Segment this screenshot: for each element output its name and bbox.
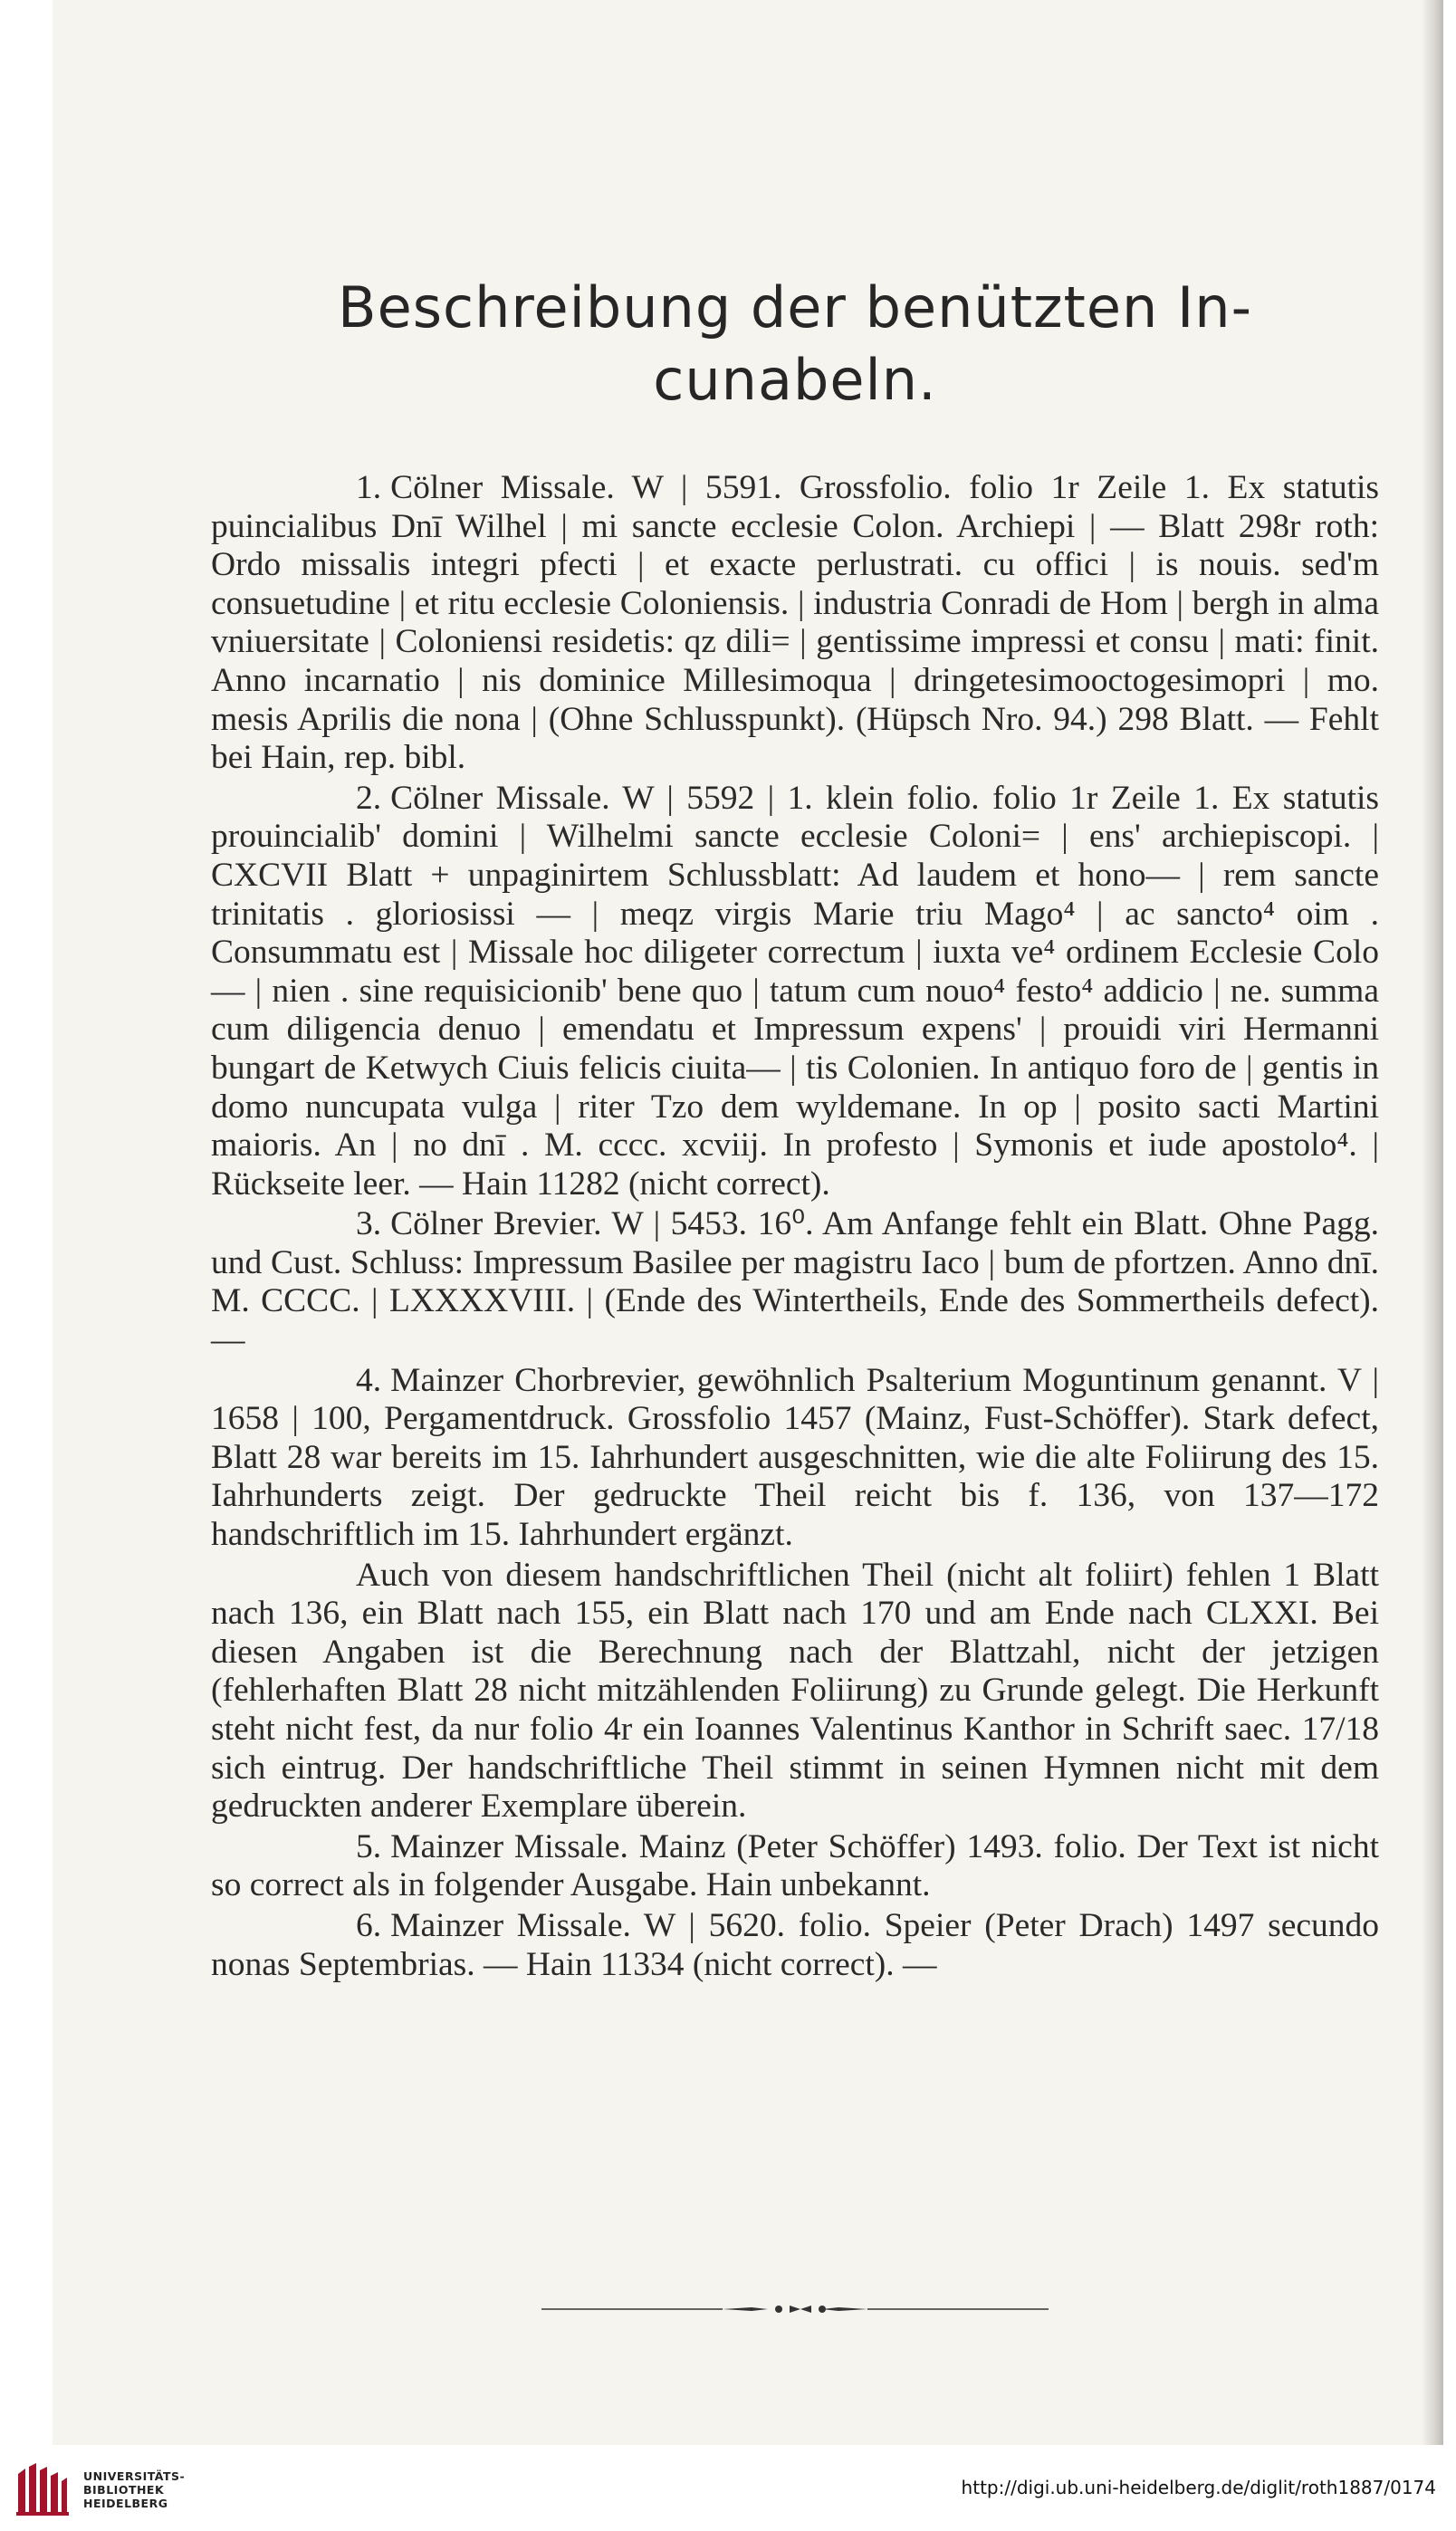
ornament-divider-icon <box>541 2304 1049 2315</box>
entry-number: 5. <box>356 1827 382 1865</box>
page-edge-shadow <box>1422 0 1443 2445</box>
entry-number: 1. <box>356 469 382 506</box>
entry-text: Mainzer Missale. W | 5620. folio. Speier (Peter Drach) 1497 secundo nonas Septembrias. — Hain 11334 (nicht correct). — <box>211 1906 1379 1983</box>
institution-line: UNIVERSITÄTS- <box>83 2469 186 2483</box>
entry-text: Cölner Missale. W | 5592 | 1. klein folio. folio 1r Zeile 1. Ex statutis prouincialib' domini | Wilhelmi sancte ecclesie Coloni= | ens' archiepiscopi. | CXCVII Blatt + unpaginirtem Schlussblatt: Ad laudem et hono— | rem sancte trinitatis . gloriosissi — | meqz virgis Marie triu Mago⁴ | ac sancto⁴ oim . Consummatu est | Missale hoc diligeter correctum | iuxta ve⁴ ordinem Ecclesie Colo— | nien . sine requisicionib' bene quo | tatum cum nouo⁴ festo⁴ addicio | ne. summa cum diligencia denuo | emendatu et Impressum expens' | prouidi viri Hermanni bungart de Ketwych Ciuis felicis ciuita— | tis Colonien. In antiquo foro de | gentis in domo nuncupata vulga | riter Tzo dem wyldemane. In op | posito sacti Martini maioris. An | no dnī . M. cccc. xcviij. In profesto | Symonis et iude apostolo⁴. | Rückseite leer. — Hain 11282 (nicht correct). <box>211 779 1379 1203</box>
entry-text: Mainzer Missale. Mainz (Peter Schöffer) 1493. folio. Der Text ist nicht so correct als in folgender Ausgabe. Hain unbekannt. <box>211 1827 1379 1904</box>
bibliography-entry <box>211 1828 1379 1905</box>
bibliography-entry <box>211 1907 1379 1984</box>
bibliography-entry <box>211 1557 1379 1826</box>
entry-number: 6. <box>356 1906 382 1944</box>
entry-number: 3. <box>356 1205 382 1243</box>
bibliography-entry <box>211 1205 1379 1359</box>
institution-name <box>83 2469 185 2510</box>
entries-list <box>211 469 1379 1984</box>
entry-text: Mainzer Chorbrevier, gewöhnlich Psalterium Moguntinum genannt. V | 1658 | 100, Pergamentdruck. Grossfolio 1457 (Mainz, Fust-Schöffer). Stark defect, Blatt 28 war bereits im 15. Iahrhundert ausgeschnitten, wie die alte Foliirung des 15. Iahrhunderts zeigt. Der gedruckte Theil reicht bis f. 136, von 137—172 handschriftlich im 15. Iahrhundert ergänzt. <box>211 1361 1379 1554</box>
bibliography-entry <box>211 469 1379 778</box>
entry-text: Cölner Missale. W | 5591. Grossfolio. folio 1r Zeile 1. Ex statutis puincialibus Dnī Wilhel | mi sancte ecclesie Colon. Archiepi | — Blatt 298r roth: Ordo missalis integri pfecti | et exacte perlustrati. cu offici | is nouis. sed'm consuetudine | et ritu ecclesie Coloniensis. | industria Conradi de Hom | bergh in alma vniuersitate | Coloniensi residetis: qz dili= | gentissime impressi et consu | mati: finit. Anno incarnatio | nis dominice Millesimoqua | dringetesimooctogesimopri | mo. mesis Aprilis die nona | (Ohne Schlusspunkt). (Hüpsch Nro. 94.) 298 Blatt. — Fehlt bei Hain, rep. bibl. <box>211 469 1379 777</box>
heidelberg-library-logo-icon <box>13 2461 71 2517</box>
entry-number: 2. <box>356 779 382 817</box>
source-url-link[interactable]: http://digi.ub.uni-heidelberg.de/diglit/roth1887/0174 <box>961 2477 1436 2498</box>
institution-line: HEIDELBERG <box>83 2497 168 2510</box>
entry-text: Cölner Brevier. W | 5453. 16⁰. Am Anfange fehlt ein Blatt. Ohne Pagg. und Cust. Schluss: Impressum Basilee per magistru Iaco | bum de pfortzen. Anno dnī. M. CCCC. | LXXXXVIII. | (Ende des Wintertheils, Ende des Sommertheils defect). — <box>211 1205 1379 1359</box>
bibliography-entry <box>211 1362 1379 1555</box>
page-title: Beschreibung der benützten In- cunabeln. <box>338 274 1252 413</box>
document-body <box>211 272 1379 1986</box>
entry-number: 4. <box>356 1361 382 1399</box>
bibliography-entry <box>211 780 1379 1204</box>
institution-line: BIBLIOTHEK <box>83 2483 165 2497</box>
entry-text: Auch von diesem handschriftlichen Theil (nicht alt foliirt) fehlen 1 Blatt nach 136, ein Blatt nach 155, ein Blatt nach 170 und am Ende nach CLXXI. Bei diesen Angaben ist die Berechnung nach der Blattzahl, nicht der jetzigen (fehlerhaften Blatt 28 nicht mitzählenden Foliirung) zu Grunde gelegt. Die Herkunft steht nicht fest, da nur folio 4r ein Ioannes Valentinus Kanthor in Schrift saec. 17/18 sich eintrug. Der handschriftliche Theil stimmt in seinen Hymnen nicht mit dem gedruckten anderer Exemplare überein. <box>211 1556 1379 1826</box>
